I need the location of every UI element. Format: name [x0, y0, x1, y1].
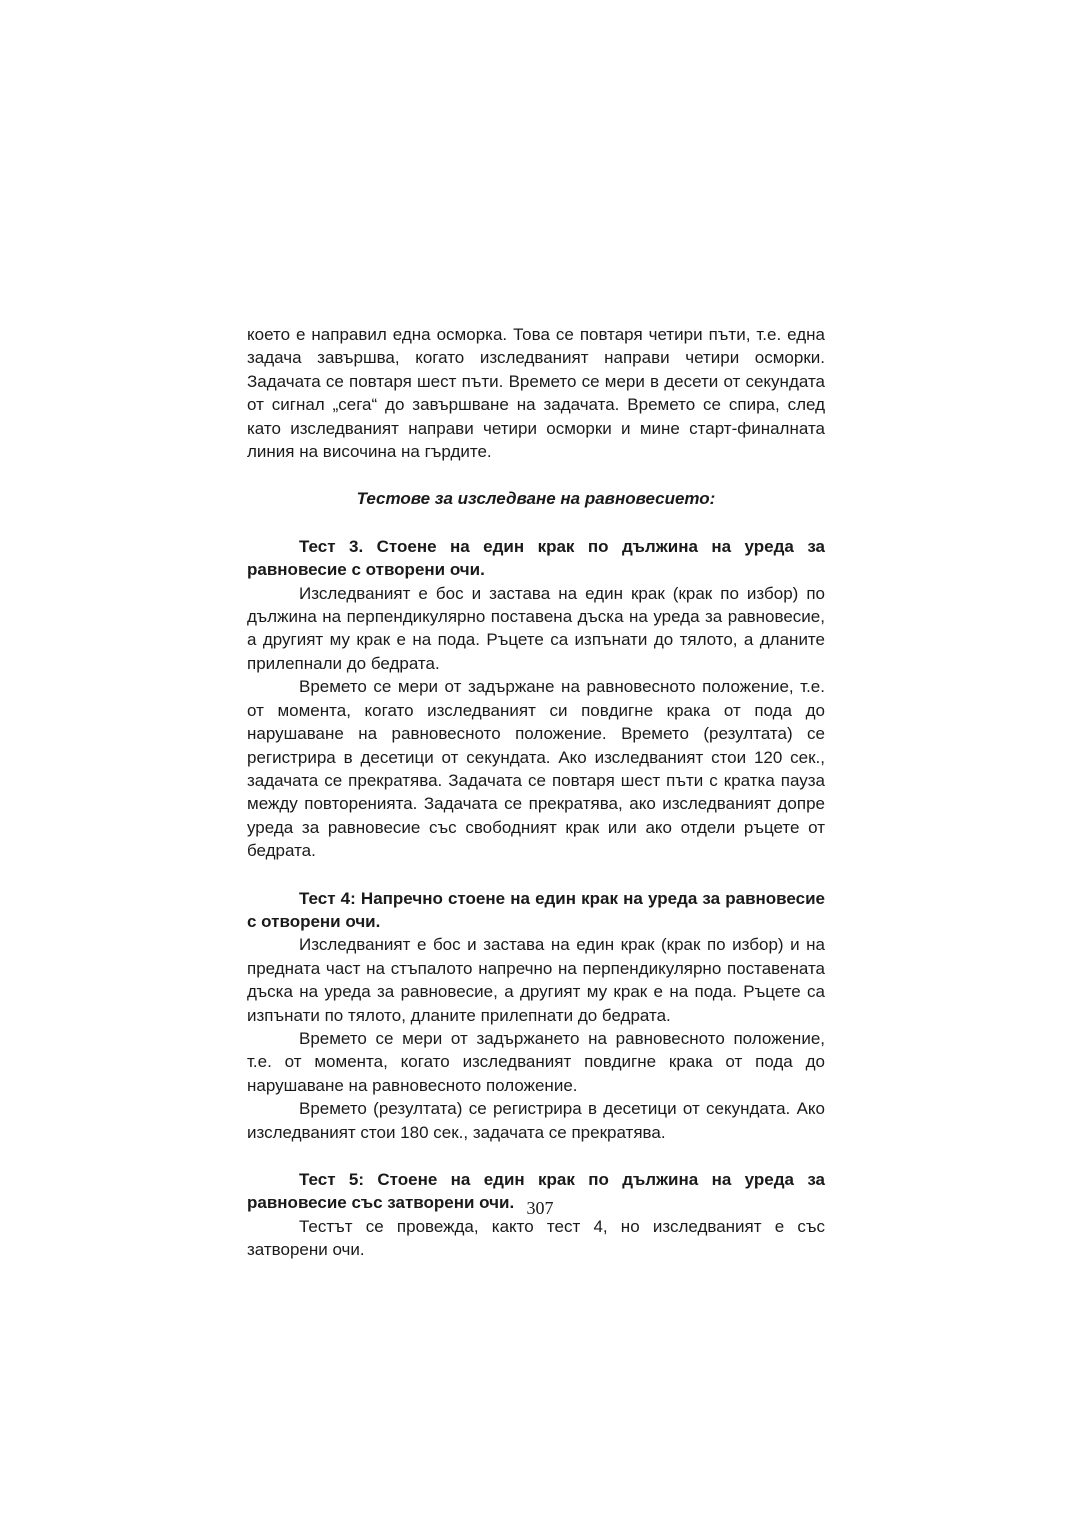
test4-paragraph-2: Времето се мери от задържането на равновесното положение, т.е. от момента, когато изследваният повдигне крака от пода до нарушаване на равновесното положение. — [247, 1028, 825, 1095]
test4-paragraph-3: Времето (резултата) се регистрира в десетици от секундата. Ако изследваният стои 180 сек., задачата се прекратява. — [247, 1099, 825, 1142]
intro-paragraph: което е направил една осморка. Това се повтаря четири пъти, т.е. една задача завършва, когато изследваният направи четири осморки. Задачата се повтаря шест пъти. Времето се мери в десети от секундата от сигнал „сега“ до завършване на задачата. Времето се спира, след като изследваният направи четири осморки и мине старт-финалната линия на височина на гърдите. — [247, 325, 825, 462]
test5-heading: Тест 5: Стоене на един крак по дължина на уреда за равновесие със затворени очи. — [247, 1170, 825, 1213]
test4-paragraph-1: Изследваният е бос и застава на един крак (крак по избор) и на предната част на стъпалото напречно на перпендикулярно поставената дъска на уреда за равновесие, а другият му крак е на пода. Ръцете са изпънати по тялото, дланите прилепнати до бедрата. — [247, 935, 825, 1025]
test3-heading: Тест 3. Стоене на един крак по дължина на уреда за равновесие с отворени очи. — [247, 536, 825, 580]
page-number: 307 — [526, 1198, 554, 1218]
test5-paragraph-1: Тестът се провежда, както тест 4, но изследваният е със затворени очи. — [247, 1216, 825, 1260]
test4-heading: Тест 4: Напречно стоене на един крак на уреда за равновесие с отворени очи. — [247, 888, 825, 931]
page-body — [247, 323, 825, 1262]
test3-paragraph-1: Изследваният е бос и застава на един крак (крак по избор) по дължина на перпендикулярно поставена дъска на уреда за равновесие, а другият му крак е на пода. Ръцете са изпънати до тялото, а дланите прилепнали до бедрата. — [247, 583, 825, 673]
test3-paragraph-2: Времето се мери от задържане на равновесното положение, т.е. от момента, когато изследваният си повдигне крака от пода до нарушаване на равновесното положение. Времето (резултата) се регистрира в десетици от секундата. Ако изследваният стои 120 сек., задачата се прекратява. Задачата се повтаря шест пъти с кратка пауза между повторенията. Задачата се прекратява, ако изследваният допре уреда за равновесие със свободният крак или ако отдели ръцете от бедрата. — [247, 677, 825, 861]
section-title: Тестове за изследване на равновесието: — [356, 489, 716, 509]
